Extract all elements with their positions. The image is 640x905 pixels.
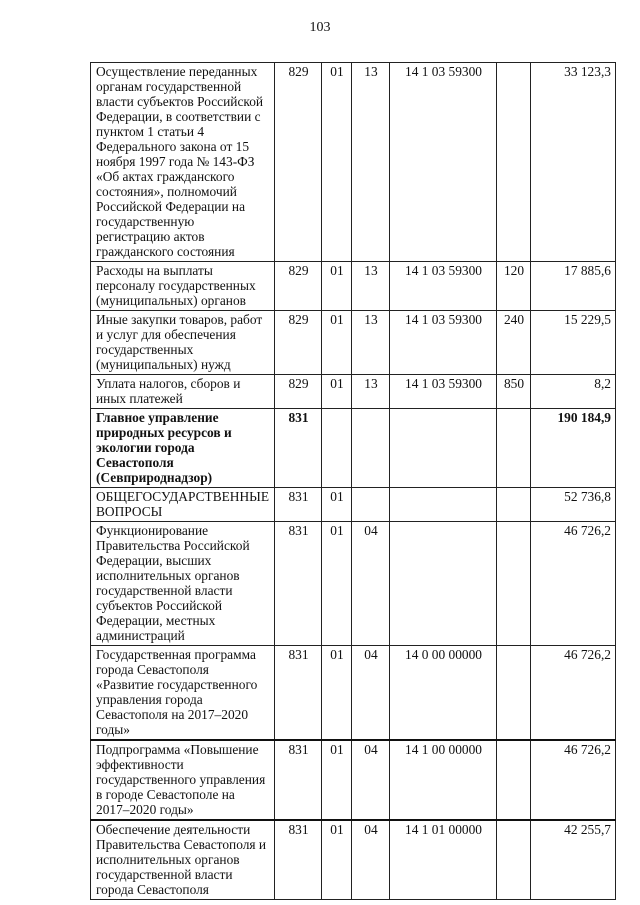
table-row <box>91 522 616 646</box>
ministry-code: 831 <box>275 488 322 522</box>
amount: 42 255,7 <box>531 820 616 900</box>
subsection-code: 04 <box>352 646 390 741</box>
ministry-code: 831 <box>275 409 322 488</box>
subsection-code: 13 <box>352 375 390 409</box>
expense-type <box>497 522 531 646</box>
expense-type <box>497 646 531 741</box>
ministry-code: 831 <box>275 820 322 900</box>
section-code: 01 <box>322 522 352 646</box>
table-row <box>91 375 616 409</box>
table-row <box>91 646 616 741</box>
section-code: 01 <box>322 311 352 375</box>
amount: 46 726,2 <box>531 522 616 646</box>
amount: 8,2 <box>531 375 616 409</box>
row-name: Государственная программа города Севастополя «Развитие государственного управления города Севастополя на 2017–2020 годы» <box>91 646 275 741</box>
amount: 17 885,6 <box>531 262 616 311</box>
expense-type: 850 <box>497 375 531 409</box>
ministry-code: 831 <box>275 740 322 820</box>
target-article <box>390 488 497 522</box>
row-name: ОБЩЕГОСУДАРСТВЕННЫЕ ВОПРОСЫ <box>91 488 275 522</box>
table-row <box>91 820 616 900</box>
subsection-code: 04 <box>352 740 390 820</box>
target-article: 14 1 03 59300 <box>390 262 497 311</box>
section-code: 01 <box>322 63 352 262</box>
expense-type <box>497 740 531 820</box>
ministry-code: 829 <box>275 375 322 409</box>
subsection-code: 13 <box>352 262 390 311</box>
ministry-code: 829 <box>275 311 322 375</box>
table-row <box>91 740 616 820</box>
amount: 52 736,8 <box>531 488 616 522</box>
table-row <box>91 311 616 375</box>
subsection-code <box>352 488 390 522</box>
amount: 190 184,9 <box>531 409 616 488</box>
ministry-code: 831 <box>275 646 322 741</box>
section-code: 01 <box>322 646 352 741</box>
page-number: 103 <box>309 20 331 35</box>
amount: 33 123,3 <box>531 63 616 262</box>
expense-type <box>497 63 531 262</box>
ministry-code: 831 <box>275 522 322 646</box>
target-article <box>390 409 497 488</box>
subsection-code: 04 <box>352 820 390 900</box>
row-name: Подпрограмма «Повышение эффективности государственного управления в городе Севастополе на 2017–2020 годы» <box>91 740 275 820</box>
expense-type: 240 <box>497 311 531 375</box>
target-article: 14 1 00 00000 <box>390 740 497 820</box>
amount: 15 229,5 <box>531 311 616 375</box>
table-row <box>91 63 616 262</box>
section-code: 01 <box>322 488 352 522</box>
expense-type <box>497 409 531 488</box>
subsection-code: 13 <box>352 63 390 262</box>
subsection-code <box>352 409 390 488</box>
expense-type: 120 <box>497 262 531 311</box>
expense-type <box>497 488 531 522</box>
section-code: 01 <box>322 820 352 900</box>
target-article: 14 0 00 00000 <box>390 646 497 741</box>
target-article: 14 1 01 00000 <box>390 820 497 900</box>
row-name: Уплата налогов, сборов и иных платежей <box>91 375 275 409</box>
target-article: 14 1 03 59300 <box>390 311 497 375</box>
row-name: Иные закупки товаров, работ и услуг для обеспечения государственных (муниципальных) нужд <box>91 311 275 375</box>
row-name: Функционирование Правительства Российской Федерации, высших исполнительных органов государственной власти субъектов Российской Федерации, местных администраций <box>91 522 275 646</box>
ministry-code: 829 <box>275 63 322 262</box>
budget-table <box>90 62 616 900</box>
section-code: 01 <box>322 375 352 409</box>
table-row <box>91 262 616 311</box>
row-name: Расходы на выплаты персоналу государственных (муниципальных) органов <box>91 262 275 311</box>
subsection-code: 04 <box>352 522 390 646</box>
table-row <box>91 409 616 488</box>
subsection-code: 13 <box>352 311 390 375</box>
table-row <box>91 488 616 522</box>
target-article: 14 1 03 59300 <box>390 375 497 409</box>
target-article <box>390 522 497 646</box>
row-name: Главное управление природных ресурсов и экологии города Севастополя (Севприроднадзор) <box>91 409 275 488</box>
amount: 46 726,2 <box>531 646 616 741</box>
target-article: 14 1 03 59300 <box>390 63 497 262</box>
section-code: 01 <box>322 262 352 311</box>
ministry-code: 829 <box>275 262 322 311</box>
row-name: Осуществление переданных органам государственной власти субъектов Российской Федерации, в соответствии с пунктом 1 статьи 4 Федерального закона от 15 ноября 1997 года № 143-ФЗ «Об актах гражданского состояния», полномочий Российской Федерации на государственную регистрацию актов гражданского состояния <box>91 63 275 262</box>
section-code <box>322 409 352 488</box>
row-name: Обеспечение деятельности Правительства Севастополя и исполнительных органов государственной власти города Севастополя <box>91 820 275 900</box>
section-code: 01 <box>322 740 352 820</box>
amount: 46 726,2 <box>531 740 616 820</box>
expense-type <box>497 820 531 900</box>
